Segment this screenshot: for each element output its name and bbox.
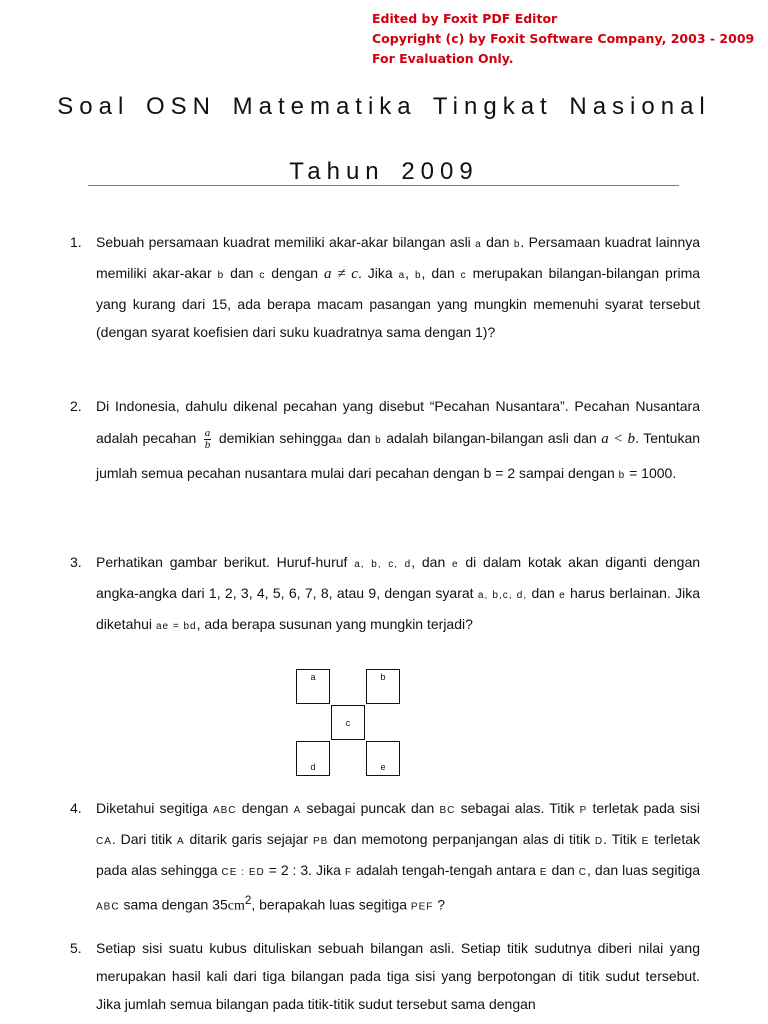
variable: c xyxy=(259,270,266,281)
text-segment: di dalam kotak akan diganti dengan angka-angka dari 1, 2, 3, 4, 5, 6, 7, 8, atau 9, dengan syarat xyxy=(96,554,701,601)
variable: c xyxy=(460,270,467,281)
text-segment: sebagai alas. Titik xyxy=(460,800,575,816)
triangle-label: ABC xyxy=(96,901,120,913)
box-label: a xyxy=(310,672,316,682)
variable: a xyxy=(475,239,482,250)
variable: D xyxy=(594,836,604,847)
fraction-numerator: a xyxy=(204,426,211,439)
segment-label: PB xyxy=(312,836,329,847)
box-label: d xyxy=(310,762,316,772)
question-text: Setiap sisi suatu kubus dituliskan sebuah bilangan asli. Setiap titik sudutnya diberi nilai yang merupakan hasil kali dari tiga bilangan pada tiga sisi yang berpotongan di titik sudut tersebut. Jika jumlah semua bilangan pada titik-titik sudut tersebut sama dengan xyxy=(96,940,700,1012)
question-4 xyxy=(70,794,700,922)
question-number: 4. xyxy=(70,800,82,816)
text-segment: dan xyxy=(486,234,510,250)
box-label: e xyxy=(380,762,386,772)
watermark-line-3: For Evaluation Only. xyxy=(372,51,514,66)
text-segment: sama dengan 35 xyxy=(123,896,228,913)
text-segment: dan xyxy=(531,585,555,601)
text-segment: Sebuah persamaan kuadrat memiliki akar-akar bilangan asli xyxy=(96,234,471,250)
document-subtitle-year: Tahun 2009 xyxy=(289,158,479,185)
unit-label: cm xyxy=(227,898,245,914)
document-title: Soal OSN Matematika Tingkat Nasional xyxy=(57,93,711,120)
box-d xyxy=(296,741,330,776)
triangle-label: ABC xyxy=(212,805,237,816)
text-segment: = 1000. xyxy=(629,465,677,481)
text-segment: , dan luas segitiga xyxy=(587,862,701,878)
math-expression: a < b xyxy=(601,431,636,447)
text-segment: , berapakah luas segitiga xyxy=(251,896,408,913)
text-segment: sebagai puncak dan xyxy=(306,800,435,816)
text-segment: , dan xyxy=(421,265,455,281)
variable: b xyxy=(375,435,382,446)
variables-list: a, b,c, d, xyxy=(477,590,528,601)
question-number: 1. xyxy=(70,234,82,250)
variables-list: a, b, c, d xyxy=(354,559,412,570)
text-segment: . Persamaan kuadrat lainnya memiliki akar-akar xyxy=(96,234,701,281)
variable: C xyxy=(578,867,587,878)
question-text xyxy=(96,794,700,922)
text-segment: dengan xyxy=(241,800,289,816)
box-c xyxy=(331,705,365,740)
variable: A xyxy=(176,836,185,847)
text-segment: dan xyxy=(551,862,575,878)
text-segment: merupakan bilangan-bilangan prima yang kurang dari 15, ada berapa macam pasangan yang mungkin memenuhi syarat tersebut (dengan syarat koefisien dari suku kuadratnya sama dengan 1)? xyxy=(96,265,701,340)
math-expression: a ≠ c xyxy=(323,266,358,282)
math-expression: ae = bd xyxy=(155,621,197,632)
variable: b xyxy=(414,270,422,281)
text-segment: Diketahui segitiga xyxy=(96,800,208,816)
box-label: c xyxy=(345,718,351,728)
variable: A xyxy=(293,805,302,816)
text-segment: dan xyxy=(347,430,371,446)
text-segment: ditarik garis sejajar xyxy=(189,831,309,847)
variable: a xyxy=(398,270,406,281)
fraction-denominator: b xyxy=(204,438,211,451)
text-segment: harus berlainan. Jika diketahui xyxy=(96,585,701,632)
text-segment: , ada berapa susunan yang mungkin terjadi? xyxy=(196,616,473,632)
text-segment: terletak pada alas sehingga xyxy=(96,831,701,878)
segment-label: CA xyxy=(96,836,112,847)
box-e xyxy=(366,741,400,776)
watermark-line-2: Copyright (c) by Foxit Software Company, 2003 - 2009 xyxy=(372,31,755,46)
variable: E xyxy=(539,867,548,878)
question-number: 2. xyxy=(70,398,82,414)
question-3 xyxy=(70,548,700,641)
ratio-expression: CE : ED xyxy=(221,867,265,878)
text-segment: . Jika xyxy=(357,265,393,281)
variable: F xyxy=(344,867,352,878)
evaluation-watermark xyxy=(372,9,754,69)
text-segment: ? xyxy=(437,896,446,913)
variable: b xyxy=(217,270,225,281)
segment-label: BC xyxy=(439,805,456,816)
box-b xyxy=(366,669,400,704)
variable: a xyxy=(336,435,343,446)
question-1 xyxy=(70,228,700,346)
question-2 xyxy=(70,390,700,492)
triangle-label: PEF xyxy=(410,901,434,913)
superscript: 2 xyxy=(244,894,252,907)
question-5 xyxy=(70,934,700,1018)
text-segment: terletak pada sisi xyxy=(592,800,701,816)
question-text: Sebuah persamaan kuadrat memiliki akar-akar bilangan asli a dan b. Persamaan kuadrat lainnya memiliki akar-akar b dan c dengan a ≠ c. Jika a, b, dan c merupakan bilangan-bilangan prima yang kurang dari 15, ada berapa macam pasangan yang mungkin memenuhi syarat tersebut (dengan syarat koefisien dari suku kuadratnya sama dengan 1)? xyxy=(96,234,701,340)
variable: P xyxy=(579,805,588,816)
text-segment: dan memotong perpanjangan alas di titik xyxy=(333,831,591,847)
text-segment: . Dari titik xyxy=(111,831,173,847)
text-segment: adalah tengah-tengah antara xyxy=(355,862,536,878)
text-segment: = 2 : 3. Jika xyxy=(268,862,341,878)
variable: e xyxy=(559,590,566,601)
letter-box-diagram xyxy=(296,669,402,778)
text-segment: , dan xyxy=(411,554,446,570)
text-segment: dengan xyxy=(271,265,319,281)
variable: E xyxy=(641,836,650,847)
box-label: b xyxy=(380,672,386,682)
text-segment: Di Indonesia, dahulu dikenal pecahan yang disebut “Pecahan Nusantara”. Pecahan Nusantara adalah pecahan xyxy=(96,398,700,446)
text-segment: dan xyxy=(230,265,254,281)
text-segment: adalah bilangan-bilangan asli dan xyxy=(386,430,597,446)
variable: b xyxy=(618,470,626,481)
variable: b xyxy=(513,239,521,250)
watermark-line-1: Edited by Foxit PDF Editor xyxy=(372,11,558,26)
box-a xyxy=(296,669,330,704)
question-number: 5. xyxy=(70,940,82,956)
title-divider xyxy=(88,185,679,186)
text-segment: . Titik xyxy=(603,831,637,847)
text-segment: Perhatikan gambar berikut. Huruf-huruf xyxy=(96,554,348,570)
question-text xyxy=(96,548,700,641)
variable: e xyxy=(452,559,459,570)
text-segment: demikian sehingga xyxy=(218,430,337,446)
question-number: 3. xyxy=(70,554,82,570)
question-text xyxy=(96,390,700,492)
text-segment: . Tentukan jumlah semua pecahan nusantara mulai dari pecahan dengan b = 2 sampai dengan xyxy=(96,430,701,481)
fraction-a-over-b xyxy=(204,428,212,451)
